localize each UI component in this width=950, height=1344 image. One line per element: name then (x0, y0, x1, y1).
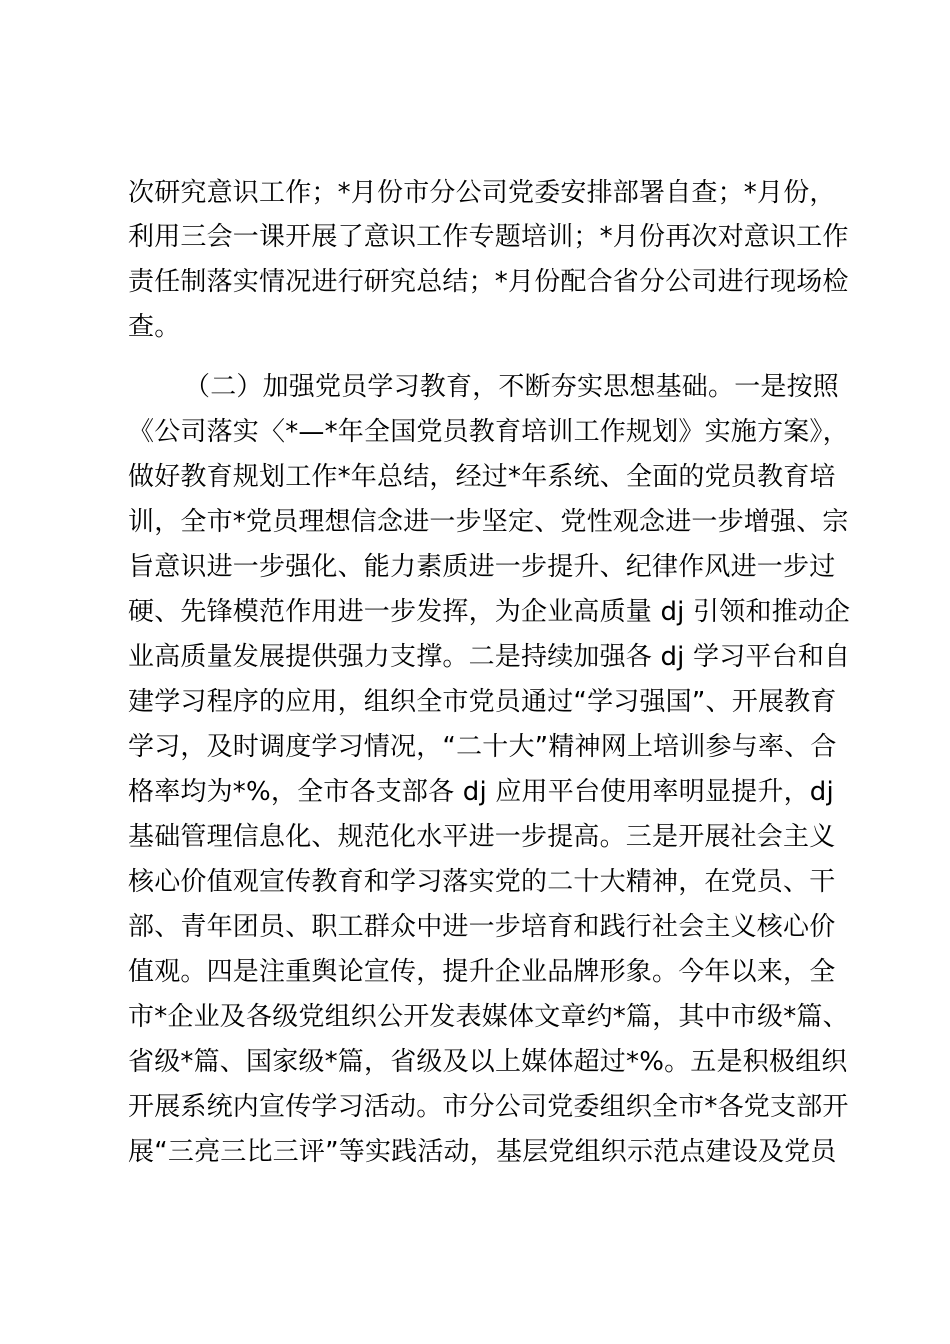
paragraph-2-line-14: 值观。四是注重舆论宣传，提升企业品牌形象。今年以来，全 (128, 957, 836, 987)
paragraph-2-line-6: 硬、先锋模范作用进一步发挥，为企业高质量 dj 引领和推动企 (128, 597, 851, 627)
paragraph-2-line-5: 旨意识进一步强化、能力素质进一步提升、纪律作风进一步过 (128, 552, 836, 582)
paragraph-2-line-8: 建学习程序的应用，组织全市党员通过“学习强国”、开展教育 (128, 687, 837, 717)
paragraph-2-line-7: 业高质量发展提供强力支撑。二是持续加强各 dj 学习平台和自 (128, 642, 851, 672)
paragraph-2-line-18: 展“三亮三比三评”等实践活动，基层党组织示范点建设及党员 (128, 1137, 837, 1167)
paragraph-2-line-9: 学习，及时调度学习情况，“二十大”精神网上培训参与率、合 (128, 732, 837, 762)
paragraph-2-line-10: 格率均为*%，全市各支部各 dj 应用平台使用率明显提升，dj (128, 777, 834, 807)
paragraph-2-line-17: 开展系统内宣传学习活动。市分公司党委组织全市*各党支部开 (128, 1092, 849, 1122)
paragraph-2-line-2: 《公司落实〈*—*年全国党员教育培训工作规划》实施方案》， (128, 417, 849, 447)
paragraph-1-line-1: 次研究意识工作；*月份市分公司党委安排部署自查；*月份， (128, 178, 836, 208)
paragraph-2-line-16: 省级*篇、国家级*篇，省级及以上媒体超过*%。五是积极组织 (128, 1047, 848, 1077)
paragraph-2-line-3: 做好教育规划工作*年总结，经过*年系统、全面的党员教育培 (128, 462, 836, 492)
paragraph-2-line-13: 部、青年团员、职工群众中进一步培育和践行社会主义核心价 (128, 912, 836, 942)
paragraph-1-line-4: 查。 (128, 312, 181, 342)
paragraph-2-line-11: 基础管理信息化、规范化水平进一步提高。三是开展社会主义 (128, 822, 836, 852)
paragraph-2-line-12: 核心价值观宣传教育和学习落实党的二十大精神，在党员、干 (128, 867, 836, 897)
paragraph-2-line-1: （二）加强党员学习教育，不断夯实思想基础。一是按照 (184, 372, 840, 402)
paragraph-2-line-15: 市*企业及各级党组织公开发表媒体文章约*篇，其中市级*篇、 (128, 1002, 849, 1032)
paragraph-2-line-4: 训，全市*党员理想信念进一步坚定、党性观念进一步增强、宗 (128, 507, 849, 537)
paragraph-1-line-2: 利用三会一课开展了意识工作专题培训；*月份再次对意识工作 (128, 222, 849, 252)
paragraph-1-line-3: 责任制落实情况进行研究总结；*月份配合省分公司进行现场检 (128, 267, 849, 297)
